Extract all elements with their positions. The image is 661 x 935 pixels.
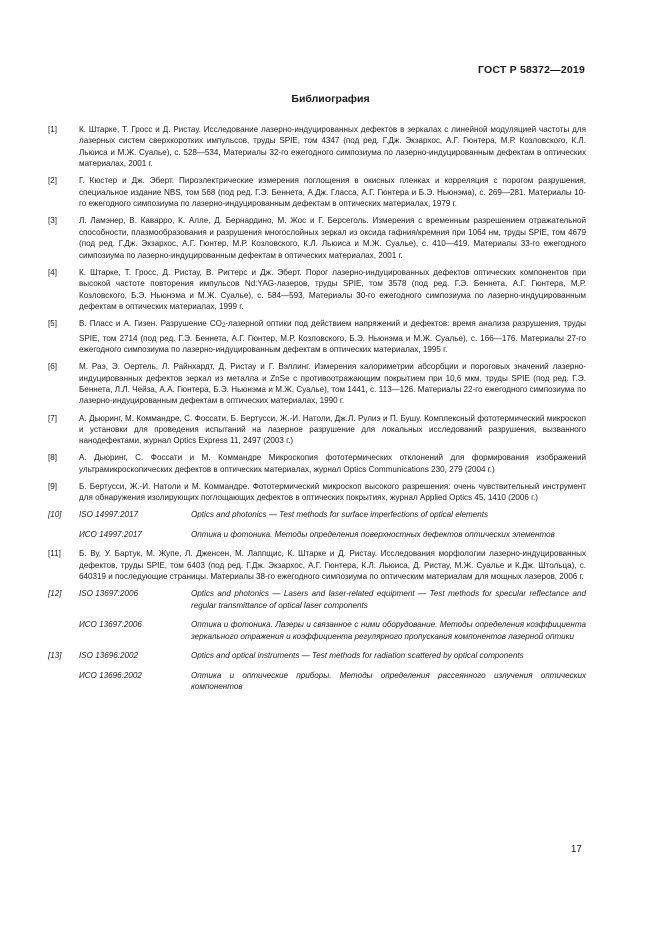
entry-text: М. Раэ, Э. Оертель, Л. Райнхардт, Д. Ристау и Г. Вэллинг. Измерения калориметрии абсорбции и пороговых значений лазерно-индуцированных дефектов зеркал из металла и ZnSe с противоотражающим покрытием при 10,6 мкм, труды SPIE (под ред. Г.Э. Беннета, Л.Л. Чейза, А.А. Гюнтера, Б.Э. Ньюнэма и М.Ж. Суалье), том 1441, с. 113—126. Материалы 22-го ежегодного симпозиума по лазерно-индуцированным дефектам в оптических материалах, 1990 г. — [79, 362, 586, 406]
standard-pair — [79, 650, 586, 692]
entry-number: [1] — [48, 125, 57, 134]
standard-code: ISO 13697:2006 — [79, 589, 138, 599]
standard-title: Optics and photonics — Test methods for surface imperfections of optical elements — [191, 510, 489, 520]
bibliography-list — [48, 124, 586, 701]
entry-text: А. Дьюринг, С. Фоссати и М. Коммандре Микроскопия фототермических отклонений для формирования изображений ультрамикроскопических дефектов в оптических материалах, журнал Optics Communications 230, 279 (2004 г.) — [79, 453, 586, 474]
bibliography-entry-5 — [48, 318, 586, 355]
bibliography-entry-3 — [48, 215, 586, 261]
bibliography-entry-8 — [48, 452, 586, 475]
bibliography-entry-7 — [48, 413, 586, 447]
entry-text: Г. Кюстер и Дж. Эберт. Пироэлектрические измерения поглощения в окисных пленках и корреляция с порогом разрушения, специальное издание NBS, том 568 (под ред. Г.Э. Беннета, А.Дж. Гласса, А.Г. Гюнтера и Б.Э. Ньюнэма), с. 269—281. Материалы 10-го ежегодного симпозиума по лазерно-индуцированным дефектам в оптических материалах, 1979 г. — [79, 176, 586, 209]
entry-text — [79, 318, 586, 355]
entry-text-part: В. Пласс и А. Гизен. Разрушение CO — [79, 319, 222, 329]
standard-row-iso — [79, 650, 586, 661]
entry-number: [4] — [48, 267, 57, 277]
entry-text: К. Штарке, Т. Гросс и Д. Ристау. Исследование лазерно-индуцированных дефектов в зеркалах с линейной модуляцией частоты для лазерных систем сверхкоротких импульсов, труды SPIE, том 4347 (под ред. Г.Дж. Экзархос, А.Г. Гюнтера, М.Р. Козловского, К.Л. Льюиса и М.Ж. Суалье), с. 528—534, Материалы 32-го ежегодного симпозиума по лазерно-индуцированным дефектам в оптических материалах, 2001 г. — [79, 125, 586, 169]
page-number: 17 — [570, 844, 582, 855]
bibliography-entry-10 — [48, 509, 586, 540]
entry-number: [6] — [48, 362, 57, 372]
entry-number: [9] — [48, 481, 57, 491]
subscript: 2 — [221, 323, 226, 330]
standard-row-iso — [79, 509, 586, 520]
entry-number: [3] — [48, 216, 57, 226]
bibliography-entry-9 — [48, 481, 586, 504]
section-title: Библиография — [291, 93, 370, 105]
entry-number: [7] — [48, 413, 57, 423]
entry-number: [11] — [48, 549, 61, 559]
bibliography-entry-1 — [48, 124, 586, 170]
standard-pair — [79, 509, 586, 540]
standard-row-iso — [79, 588, 586, 611]
entry-text: Л. Ламэнер, В. Каварро, К. Алле, Д. Бернардино, М. Жос и Г. Берсеголь. Измерения с временным разрешением отражательной способности, плазмообразования и разрушения многослойных зеркал из оксида гафния/кремния при 1064 нм, труды SPIE, том 4679 (под ред. Г.Дж. Экзархос, А.Г. Гюнтер, М.Р. Козловского, К.Л. Льюиса и М.Ж. Суалье), с. 410—419. Материалы 33-го ежегодного симпозиума по лазерно-индуцированным дефектам в оптических материалах, 2001 г. — [79, 216, 586, 260]
standard-row-russian — [79, 670, 586, 693]
bibliography-entry-11 — [48, 548, 586, 582]
bibliography-entry-12 — [48, 588, 586, 642]
standard-code: ISO 13696:2002 — [79, 651, 138, 661]
entry-text: К. Штарке, Т. Гросс, Д. Ристау, В. Ригтерс и Дж. Эберт. Порог лазерно-индуцированных дефектов оптических компонентов при высокой частоте повторения импульсов Nd:YAG-лазеров, труды SPIE, том 3578 (под ред. Г.Э. Беннета, А.Г. Гюнтера, М.Р. Козловского, Б.Э. Ньюнэма и М.Ж. Суалье), с. 584—593, Материалы 30-го ежегодного симпозиума по лазерно-индуцированным дефектам в оптических материалах, 1999 г. — [79, 267, 586, 312]
standard-title: Оптика и фотоника. Лазеры и связанное с ними оборудование. Методы определения коэффициента зеркального отражения и коэффициента регулярного пропускания компонентов лазерной оптики — [191, 620, 586, 641]
standard-title: Оптика и фотоника. Методы определения поверхностных дефектов оптических элементов — [191, 529, 555, 539]
entry-text: А. Дьюринг, М. Коммандре, С. Фоссати, Б. Бертусси, Ж.-И. Натоли, Дж.Л. Рулиэ и П. Бушу. Комплексный фототермический микроскоп и установки для проведения испытаний на лазерное разрушение для локальных исследований разрушения, вызванного нанодефектами, журнал Optics Express 11, 2497 (2003 г.) — [79, 413, 586, 446]
standard-pair — [79, 588, 586, 642]
document-code-header: ГОСТ Р 58372—2019 — [477, 64, 585, 76]
entry-number: [5] — [48, 319, 57, 329]
standard-code: ИСО 13697:2006 — [79, 620, 142, 630]
standard-code: ИСО 14997:2017 — [79, 529, 142, 539]
bibliography-entry-13 — [48, 650, 586, 692]
entry-text: Б. Бертусси, Ж.-И. Натоли и М. Коммандре. Фототермический микроскоп высокого разрешения: очень чувствительный инструмент для обнаружения изолирующих поглощающих дефектов в оптических покрытиях, журнал Applied Optics 45, 1410 (2006 г.) — [79, 481, 586, 503]
entry-number: [12] — [48, 589, 62, 599]
standard-row-russian — [79, 529, 586, 540]
standard-title: Optics and optical instruments — Test methods for radiation scattered by optical components — [191, 651, 524, 661]
standard-code: ISO 14997:2017 — [79, 510, 138, 520]
entry-text-part: -лазерной оптики под действием напряжений и дефектов: время анализа разрушения, труды SPIE, том 2714 (под ред. Г.Э. Беннета, А.Г. Гюнтер, М.Р. Козловского, Б.Э. Ньюнэма и М.Ж. Суалье), с. 166—176. Материалы 27-го ежегодного симпозиума по лазерно-индуцированным дефектам в оптических материалах, 1995 г. — [79, 319, 586, 355]
bibliography-entry-6 — [48, 361, 586, 407]
standard-title: Optics and photonics — Lasers and laser-related equipment — Test methods for specular reflectance and regular transmittance of optical laser components — [191, 589, 586, 610]
entry-number: [13] — [48, 651, 62, 661]
bibliography-entry-2 — [48, 175, 586, 209]
entry-text: Б. Ву, У. Бартук, М. Жупе, Л. Дженсен, М. Лаппщис, К. Штарке и Д. Ристау. Исследования морфологии лазерно-индуцированных дефектов, труды SPIE, том 6403 (под ред. Г.Дж. Экзархос, А.Г. Гюнтера, К.Л. Льюиса, Д. Ристау, М.Ж. Суалье и К.Дж. Штольца), с. 640319 и последующие страницы. Материалы 38-го ежегодного симпозиума по оптическим материалам для мощных лазеров, 2006 г. — [79, 549, 586, 582]
entry-number: [8] — [48, 453, 57, 463]
bibliography-entry-4 — [48, 267, 586, 313]
entry-number: [2] — [48, 176, 57, 186]
entry-number: [10] — [48, 510, 62, 520]
standard-code: ИСО 13696:2002 — [79, 670, 142, 680]
standard-title: Оптика и оптические приборы. Методы определения рассеянного излучения оптических компонентов — [191, 670, 586, 692]
standard-row-russian — [79, 619, 586, 642]
